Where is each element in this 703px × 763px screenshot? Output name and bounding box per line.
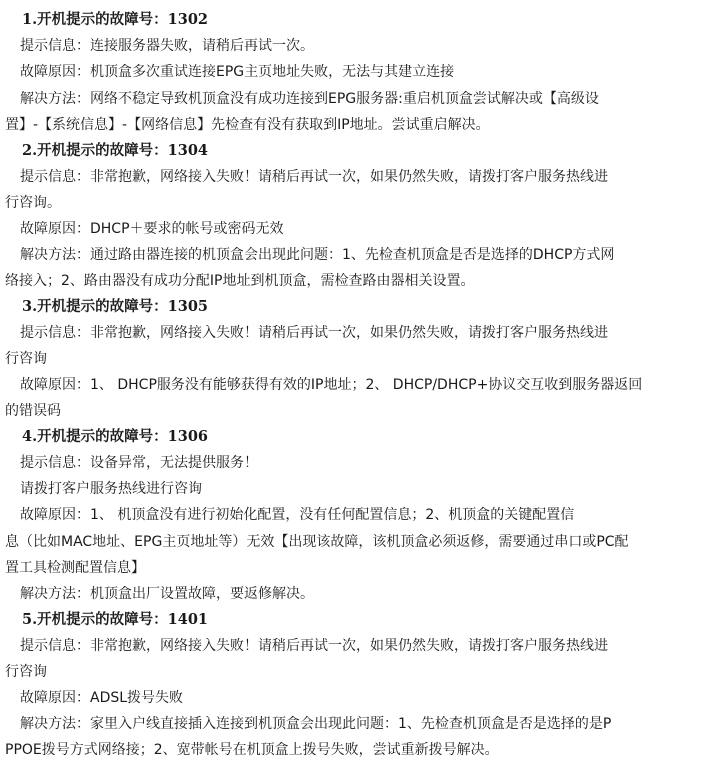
solution-1302: 解决方法：网络不稳定导致机顶盒没有成功连接到EPG服务器:重启机顶盒尝试解决或【高级设: [20, 91, 599, 107]
fault-cause-1306-cont: 息（比如MAC地址、EPG主页地址等）无效【出现该故障，该机顶盒必须返修，需要通过串口或PC配: [5, 534, 629, 550]
solution-1306: 解决方法：机顶盒出厂设置故障，要返修解决。: [20, 586, 314, 602]
prompt-info-1304-cont: 行咨询。: [5, 195, 61, 211]
solution-1302-cont: 置】-【系统信息】-【网络信息】先检查有没有获取到IP地址。尝试重启解决。: [5, 117, 490, 133]
solution-1304-cont: 络接入；2、路由器没有成功分配IP地址到机顶盒，需检查路由器相关设置。: [5, 273, 475, 289]
prompt-info-1305-cont: 行咨询: [5, 351, 47, 367]
prompt-info-1304: 提示信息：非常抱歉，网络接入失败！请稍后再试一次，如果仍然失败，请拨打客户服务热线进: [20, 169, 608, 185]
fault-cause-1401: 故障原因：ADSL拨号失败: [20, 690, 184, 706]
solution-1304: 解决方法：通过路由器连接的机顶盒会出现此问题：1、先检查机顶盒是否是选择的DHCP方式网: [20, 247, 615, 263]
prompt-info-1302: 提示信息：连接服务器失败，请稍后再试一次。: [20, 38, 314, 54]
fault-heading-1304: 2.开机提示的故障号：1304: [22, 142, 208, 159]
prompt-info-1305: 提示信息：非常抱歉，网络接入失败！请稍后再试一次，如果仍然失败，请拨打客户服务热线进: [20, 325, 608, 341]
fault-heading-1306: 4.开机提示的故障号：1306: [22, 428, 208, 445]
fault-heading-1401: 5.开机提示的故障号：1401: [22, 611, 208, 628]
prompt-info-1401: 提示信息：非常抱歉，网络接入失败！请稍后再试一次，如果仍然失败，请拨打客户服务热线进: [20, 638, 608, 654]
fault-cause-1302: 故障原因：机顶盒多次重试连接EPG主页地址失败，无法与其建立连接: [20, 64, 455, 80]
prompt-info-1306-cont: 请拨打客户服务热线进行咨询: [20, 481, 202, 497]
fault-cause-1306: 故障原因：1、 机顶盒没有进行初始化配置，没有任何配置信息；2、机顶盒的关键配置信: [20, 507, 575, 523]
prompt-info-1401-cont: 行咨询: [5, 664, 47, 680]
fault-heading-1302: 1.开机提示的故障号：1302: [22, 11, 208, 28]
fault-cause-1304: 故障原因：DHCP＋要求的帐号或密码无效: [20, 221, 284, 237]
fault-heading-1305: 3.开机提示的故障号：1305: [22, 298, 208, 315]
fault-cause-1305-cont: 的错误码: [5, 403, 61, 419]
fault-cause-1306-cont2: 置工具检测配置信息】: [5, 560, 145, 576]
fault-cause-1305: 故障原因：1、 DHCP服务没有能够获得有效的IP地址；2、 DHCP/DHCP+协议交互收到服务器返回: [20, 377, 643, 393]
solution-1401-cont: PPOE拨号方式网络接；2、宽带帐号在机顶盒上拨号失败，尝试重新拨号解决。: [5, 742, 499, 758]
prompt-info-1306: 提示信息：设备异常，无法提供服务！: [20, 455, 258, 471]
solution-1401: 解决方法：家里入户线直接插入连接到机顶盒会出现此问题：1、先检查机顶盒是否是选择的是P: [20, 716, 612, 732]
